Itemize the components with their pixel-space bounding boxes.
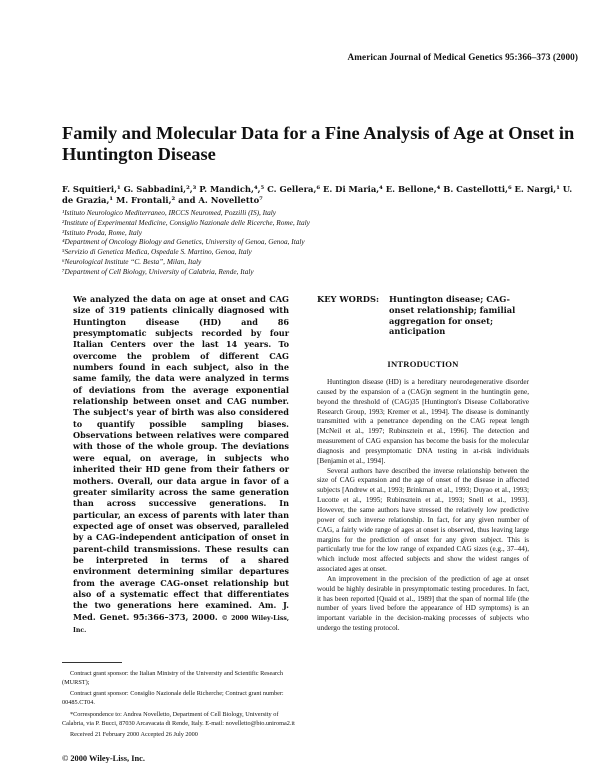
footnotes xyxy=(62,670,296,743)
intro-paragraph-3: An improvement in the precision of the prediction of age at onset would be highly desirable in presymptomatic testing procedures. In fact, it has been reported [Quaid et al., 1989] that the span of normal life (the number of years lived before the appearance of HD symptoms) is an important variable in the decision-making processes of subjects who undergo the testing protocol. xyxy=(317,574,529,633)
affiliation-1: ¹Istituto Neurologico Mediterraneo, IRCCS Neuromed, Pozzilli (IS), Italy xyxy=(62,208,277,217)
affiliation-4: ⁴Department of Oncology Biology and Genetics, University of Genoa, Genoa, Italy xyxy=(62,237,305,247)
footnote-correspondence: *Correspondence to: Andrea Novelletto, Department of Cell Biology, University of Calabria, via P. Bucci, 87030 Arcavacata di Rende, Italy. E-mail: novelletto@bio.uniroma2.it xyxy=(62,710,295,727)
intro-paragraph-1: Huntington disease (HD) is a hereditary neurodegenerative disorder caused by the expansion of a (CAG)n segment in the huntingtin gene, beyond the threshold of (CAG)35 [Huntington's Disease Collaborative Research Group, 1993; Kremer et al., 1994]. The disease is dominantly transmitted with a penetrance depending on the CAG repeat length [McNeil et al., 1997; Rubinsztein et al., 1996]. The detection and measurement of CAG expansion has become the basis for the molecular diagnosis and presymptomatic DNA testing in at-risk individuals [Benjamin et al., 1994]. xyxy=(317,378,529,465)
affiliation-6: ⁶Neurological Institute “C. Besta”, Milan, Italy xyxy=(62,256,202,266)
journal-citation: American Journal of Medical Genetics 95:366–373 (2000) xyxy=(347,52,578,62)
footnote-divider xyxy=(62,662,122,663)
affiliation-3: ³Istituto Proda, Rome, Italy xyxy=(62,227,142,237)
abstract-copyright: © 2000 Wiley-Liss, Inc. xyxy=(73,614,289,634)
keywords-label: KEY WORDS: xyxy=(317,294,380,304)
section-heading-introduction: INTRODUCTION xyxy=(387,359,459,369)
page-copyright: © 2000 Wiley-Liss, Inc. xyxy=(62,754,145,763)
affiliation-5: ⁵Servizio di Genetica Medica, Ospedale S. Martino, Genoa, Italy xyxy=(62,247,252,257)
abstract xyxy=(73,294,289,636)
intro-paragraph-2: Several authors have described the inverse relationship between the size of CAG expansion and the age of onset of the disease in affected subjects [Andrew et al., 1993; Brinkman et al., 1993; Duyao et al., 1993; Lucotte et al., 1995; Rubinsztein et al., 1993; Snell et al., 1993]. However, the same authors have stressed the relatively low predictive power of such inverse relationship. In fact, for any given number of CAG, a fairly wide range of ages at onset is observed, thus leaving large margins for the prediction of onset for any given subject. This is particularly true for the low range of expanded CAG sizes (e.g., 37–44), which include most affected subjects and show the widest ranges of associated ages at onset. xyxy=(317,466,529,574)
affiliation-list xyxy=(62,208,582,277)
footnote-received: Received 21 February 2000 Accepted 26 July 2000 xyxy=(70,731,198,739)
footnote-sponsor-1: Contract grant sponsor: the Italian Ministry of the University and Scientific Research (MURST); xyxy=(62,670,283,686)
keywords-text: Huntington disease; CAG-onset relationship; familial aggregation for onset; anticipation xyxy=(389,294,516,337)
introduction-body xyxy=(317,378,529,634)
abstract-text: We analyzed the data on age at onset and CAG size of 319 patients clinically diagnosed with Huntington disease (HD) and 86 presymptomatic subjects recorded by four Italian Centers over the last 14 years. To overcome the problem of different CAG numbers found in each subject, also in the same family, the data were analyzed in terms of deviations from the average exponential relationship between onset and CAG number. The subject's year of birth was also considered to quantify possible sampling biases. Observations between relatives were compared with those of the whole group. The deviations were equal, on average, in subjects who inherited their HD gene from their fathers or mothers. Overall, our data argue in favor of a greater similarity across the same generation than across successive generations. In particular, an excess of parents with later than expected age of onset was observed, paralleled by a CAG-independent anticipation of onset in parent-child transmissions. These results can be interpreted in terms of a shared environment determining similar departures from the average CAG-onset relationship but also of a systematic effect that differentiates the two generations here examined. Am. J. Med. Genet. 95:366–373, 2000. xyxy=(73,294,289,622)
affiliation-2: ²Institute of Experimental Medicine, Consiglio Nazionale delle Ricerche, Rome, Italy xyxy=(62,217,310,227)
article-title: Family and Molecular Data for a Fine Analysis of Age at Onset in Huntington Disease xyxy=(62,123,575,164)
affiliation-7: ⁷Department of Cell Biology, University of Calabria, Rende, Italy xyxy=(62,266,254,276)
author-list: F. Squitieri,¹ G. Sabbadini,²,³ P. Mandich,⁴,⁵ C. Gellera,⁶ E. Di Maria,⁴ E. Bellone,⁴ B. Castellotti,⁶ E. Nargi,¹ U. de Grazia,¹ M. Frontali,² and A. Novelletto⁷ xyxy=(62,184,573,206)
keywords xyxy=(317,294,529,337)
footnote-sponsor-2: Contract grant sponsor: Consiglio Nazionale delle Richerche; Contract grant number: 00485.CT04. xyxy=(62,690,284,707)
